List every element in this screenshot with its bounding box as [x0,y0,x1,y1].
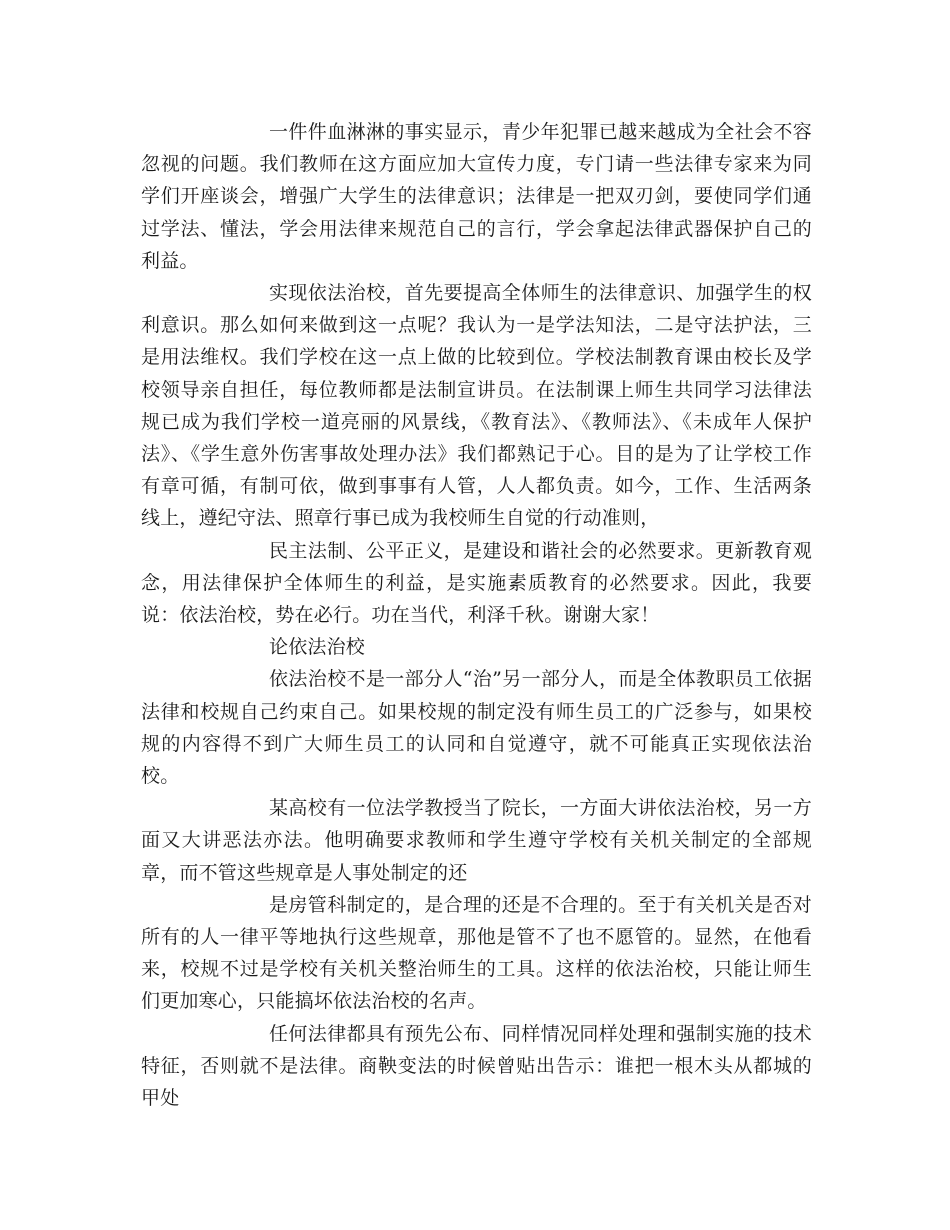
paragraph: 民主法制、公平正义，是建设和谐社会的必然要求。更新教育观念，用法律保护全体师生的利益，是实施素质教育的必然要求。因此，我要说：依法治校，势在必行。功在当代，利泽千秋。谢谢大家！ [141,539,812,627]
paragraph: 实现依法治校，首先要提高全体师生的法律意识、加强学生的权利意识。那么如何来做到这一点呢？我认为一是学法知法，二是守法护法，三是用法维权。我们学校在这一点上做的比较到位。学校法制教育课由校长及学校领导亲自担任，每位教师都是法制宣讲员。在法制课上师生共同学习法律法规已成为我们学校一道亮丽的风景线，《教育法》、《教师法》、《未成年人保护法》、《学生意外伤害事故处理办法》我们都熟记于心。目的是为了让学校工作有章可循，有制可依，做到事事有人管，人人都负责。如今，工作、生活两条线上，遵纪守法、照章行事已成为我校师生自觉的行动准则， [141,282,812,530]
section-title: 论依法治校 [269,636,366,659]
paragraph: 某高校有一位法学教授当了院长，一方面大讲依法治校，另一方面又大讲恶法亦法。他明确要求教师和学生遵守学校有关机关制定的全部规章，而不管这些规章是人事处制定的还 [141,797,812,884]
paragraph: 任何法律都具有预先公布、同样情况同样处理和强制实施的技术特征，否则就不是法律。商鞅变法的时候曾贴出告示：谁把一根木头从都城的甲处 [141,1022,812,1110]
paragraph: 是房管科制定的，是合理的还是不合理的。至于有关机关是否对所有的人一律平等地执行这些规章，那他是管不了也不愿管的。显然，在他看来，校规不过是学校有关机关整治师生的工具。这样的依法治校，只能让师生们更加寒心，只能搞坏依法治校的名声。 [141,893,812,1013]
paragraph: 依法治校不是一部分人“治”另一部分人，而是全体教职员工依据法律和校规自己约束自己。如果校规的制定没有师生员工的广泛参与，如果校规的内容得不到广大师生员工的认同和自觉遵守，就不可能真正实现依法治校。 [141,668,812,788]
paragraph: 一件件血淋淋的事实显示，青少年犯罪已越来越成为全社会不容忽视的问题。我们教师在这方面应加大宣传力度，专门请一些法律专家来为同学们开座谈会，增强广大学生的法律意识；法律是一把双刃剑，要使同学们通过学法、懂法，学会用法律来规范自己的言行，学会拿起法律武器保护自己的利益。 [141,121,812,272]
document-body [141,116,812,1114]
